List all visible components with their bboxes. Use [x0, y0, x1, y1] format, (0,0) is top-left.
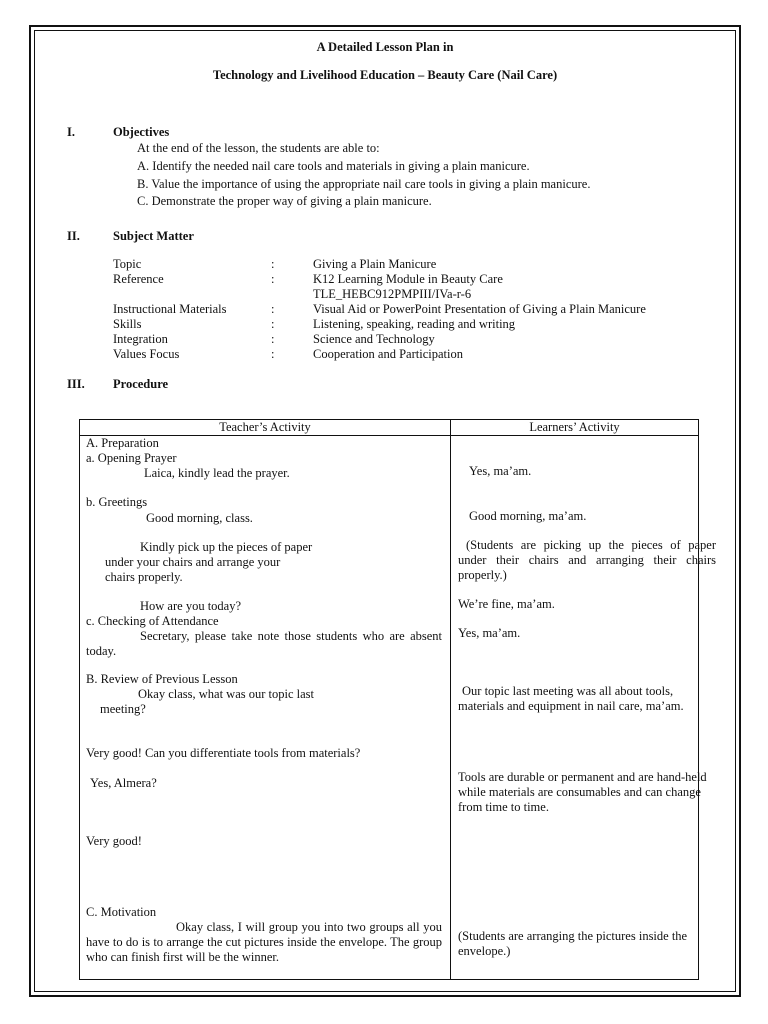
objectives-intro: At the end of the lesson, the students are able to:	[137, 141, 380, 155]
subject-label-topic: Topic	[113, 257, 142, 271]
learners-activity-cell	[451, 436, 716, 980]
subject-value-skills: Listening, speaking, reading and writing	[313, 317, 516, 331]
procedure-table	[79, 419, 716, 980]
subject-value-integration: Science and Technology	[313, 332, 435, 346]
teacher-line: Very good!	[86, 834, 142, 848]
subject-value-reference: K12 Learning Module in Beauty Care	[313, 272, 503, 286]
objective-item: A. Identify the needed nail care tools and materials in giving a plain manicure.	[137, 159, 530, 173]
teacher-activity-header: Teacher’s Activity	[80, 420, 451, 436]
objectives-heading: Objectives	[113, 125, 170, 139]
teacher-line: C. Motivation	[86, 905, 157, 919]
teacher-line: Very good! Can you differentiate tools from materials?	[86, 746, 361, 760]
subject-colon: :	[271, 332, 275, 346]
subject-colon: :	[271, 347, 275, 361]
subject-label-materials: Instructional Materials	[113, 302, 227, 316]
objectives-number: I.	[67, 125, 75, 139]
table-header-row	[80, 420, 699, 436]
teacher-line: Okay class, what was our topic last	[138, 687, 315, 701]
subject-matter-number: II.	[67, 229, 80, 243]
subject-colon: :	[271, 317, 275, 331]
learner-line: Tools are durable or permanent and are hand-held while materials are consumables and can change from time to time.	[458, 770, 707, 814]
teacher-line: meeting?	[100, 702, 146, 716]
subject-value-topic: Giving a Plain Manicure	[313, 257, 437, 271]
subject-label-integration: Integration	[113, 332, 168, 346]
learner-line: Yes, ma’am.	[469, 464, 532, 478]
learner-line: Yes, ma’am.	[458, 626, 521, 640]
subject-matter-heading: Subject Matter	[113, 229, 194, 243]
procedure-heading: Procedure	[113, 377, 169, 391]
document-subtitle: Technology and Livelihood Education – Beauty Care (Nail Care)	[212, 68, 558, 82]
learner-line: Our topic last meeting was all about tools, materials and equipment in nail care, ma’am.	[458, 684, 684, 713]
procedure-number: III.	[67, 377, 85, 391]
learner-line: We’re fine, ma’am.	[458, 597, 555, 611]
learners-activity-header: Learners’ Activity	[451, 420, 699, 436]
subject-value-reference-code: TLE_HEBC912PMPIII/IVa-r-6	[313, 287, 472, 301]
teacher-line: Laica, kindly lead the prayer.	[144, 466, 290, 480]
teacher-line: Kindly pick up the pieces of paper	[140, 540, 313, 554]
subject-label-reference: Reference	[113, 272, 164, 286]
teacher-activity-cell	[80, 436, 451, 980]
teacher-line: under your chairs and arrange your	[105, 555, 281, 569]
teacher-line: Secretary, please take note those students who are absent today.	[86, 629, 442, 658]
teacher-line: a. Opening Prayer	[86, 451, 177, 465]
teacher-line: B. Review of Previous Lesson	[86, 672, 238, 686]
objective-item: B. Value the importance of using the appropriate nail care tools in giving a plain manicure.	[137, 177, 591, 191]
teacher-line: How are you today?	[140, 599, 242, 613]
teacher-line: Okay class, I will group you into two groups all you have to do is to arrange the cut pictures inside the envelope. The group who can finish first will be the winner.	[86, 920, 442, 964]
subject-value-values: Cooperation and Participation	[313, 347, 463, 361]
teacher-line: b. Greetings	[86, 495, 148, 509]
learner-line: (Students are arranging the pictures inside the envelope.)	[458, 929, 688, 958]
teacher-line: A. Preparation	[86, 436, 159, 450]
subject-colon: :	[271, 302, 275, 316]
learner-line: Good morning, ma’am.	[469, 509, 587, 523]
table-row	[80, 436, 699, 980]
subject-label-skills: Skills	[113, 317, 142, 331]
teacher-line: Good morning, class.	[146, 511, 253, 525]
subject-colon: :	[271, 257, 275, 271]
subject-label-values: Values Focus	[113, 347, 180, 361]
learner-line: (Students are picking up the pieces of paper under their chairs and arranging their chairs properly.)	[458, 538, 716, 582]
objective-item: C. Demonstrate the proper way of giving a plain manicure.	[137, 194, 432, 208]
document-title: A Detailed Lesson Plan in	[316, 40, 454, 54]
teacher-line: c. Checking of Attendance	[86, 614, 219, 628]
teacher-line: chairs properly.	[105, 570, 183, 584]
subject-colon: :	[271, 272, 275, 286]
teacher-line: Yes, Almera?	[90, 776, 157, 790]
subject-value-materials: Visual Aid or PowerPoint Presentation of Giving a Plain Manicure	[313, 302, 646, 316]
